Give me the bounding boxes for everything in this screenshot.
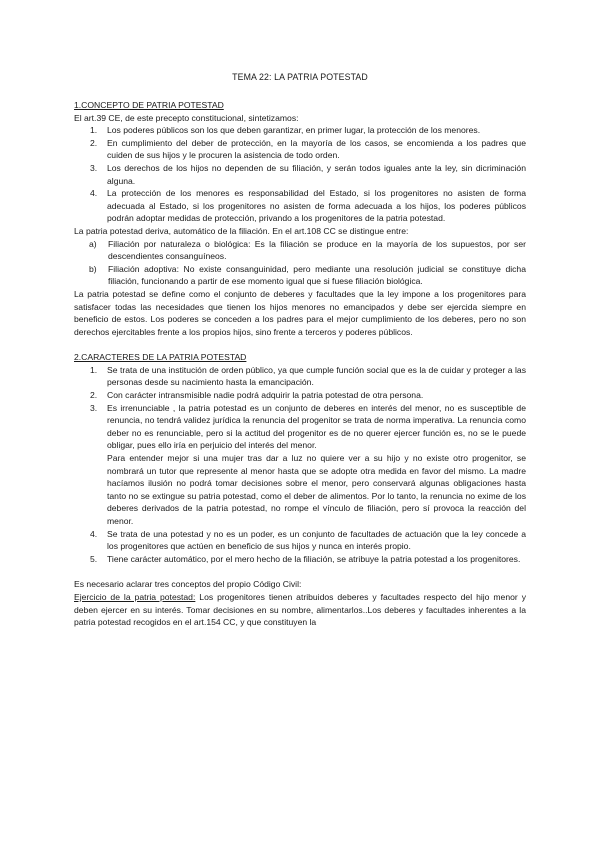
civil-code-intro: Es necesario aclarar tres conceptos del propio Código Civil: bbox=[74, 579, 302, 590]
list-item: b) Filiación adoptiva: No existe consanguinidad, pero mediante una resolución judicial se constituye dicha filiación, funcionando a partir de ese momento igual que si fuese filiación biológica. bbox=[89, 263, 526, 287]
list-item: 3. Los derechos de los hijos no dependen de su filiación, y serán todos iguales ante la ley, sin dicriminación alguna. bbox=[90, 162, 526, 186]
list-item: 5. Tiene carácter automático, por el mero hecho de la filiación, se atribuye la patria potestad a los progenitores. bbox=[90, 553, 521, 564]
list-item: a) Filiación por naturaleza o biológica: Es la filiación se produce en la mayoría de los supuestos, por ser descendientes consanguíneos. bbox=[89, 238, 526, 262]
list-item: 1. Se trata de una institución de orden público, ya que cumple función social que es la de cuidar y proteger a las personas desde su nacimiento hasta la emancipación. bbox=[90, 364, 526, 388]
list-item: 2. En cumplimiento del deber de protección, en la mayoría de los casos, se encomienda a los padres que cuiden de sus hijos y le procuren la asistencia de todo orden. bbox=[90, 137, 526, 161]
document-body bbox=[74, 99, 526, 629]
definition-paragraph: La patria potestad se define como el conjunto de deberes y facultades que la ley impone a los progenitores para satisfacer todas las necesidades que tienen los hijos menores no emancipados y debe ser ejercida siempre en beneficio de estos. Los poderes se conceden a los padres para el mejor cumplimiento de los deberes, pero no son derechos ejercitables frente a los propios hijos, sino frente a terceros y poderes públicos. bbox=[74, 288, 526, 337]
section-2-heading: 2.CARACTERES DE LA PATRIA POTESTAD bbox=[74, 352, 247, 363]
filiation-paragraph: La patria potestad deriva, automático de la filiación. En el art.108 CC se distingue entre: bbox=[74, 225, 409, 236]
list-item: 3. Es irrenunciable , la patria potestad es un conjunto de deberes en interés del menor, no es susceptible de renuncia, no tendrá validez jurídica la renuncia del progenitor se trata de norma imperativa. La renuncia como deber no es renunciable, pero si la actitud del progenitor es de no querer ejercer función es, no se le puede obligar, pues ello iría en perjuicio del interés del menor. Para entender mejor si una mujer tras dar a luz no quiere ver a su hijo y no existe otro progenitor, se nombrará un tutor que represente al menor hasta que se adopte otra medida en favor del mismo. La madre hacíamos ilusión no podrá tomar decisiones sobre el menor, pero conservará algunas obligaciones hasta tanto no se extingue su patria potestad, como el deber de alimentos. Por lo tanto, la renuncia no exime de los deberes derivados de la patria potestad, no rompe el vínculo de filiación, pero sí provoca la reacción del menor. bbox=[90, 402, 526, 526]
section-1-list bbox=[74, 124, 526, 225]
filiation-list bbox=[74, 238, 526, 288]
section-2-list bbox=[74, 364, 526, 566]
exercise-term: Ejercicio de la patria potestad: bbox=[74, 591, 196, 602]
list-item: 4. Se trata de una potestad y no es un poder, es un conjunto de facultades de actuación que la ley concede a los progenitores que actúen en beneficio de sus hijos y nunca en interés propio. bbox=[90, 528, 526, 552]
list-item: 1. Los poderes públicos son los que deben garantizar, en primer lugar, la protección de los menores. bbox=[90, 125, 481, 136]
document-title: TEMA 22: LA PATRIA POTESTAD bbox=[232, 72, 368, 82]
exercise-paragraph: Ejercicio de la patria potestad: Los progenitores tienen atribuidos deberes y facultades respecto del hijo menor y deben ejercer en su interés. Tomar decisiones en su nombre, alimentarlos..Los deberes y facultades inherentes a la patria potestad recogidos en el art.154 CC, y que constituyen la bbox=[74, 591, 526, 628]
section-1-heading: 1.CONCEPTO DE PATRIA POTESTAD bbox=[74, 100, 224, 110]
list-item: 2. Con carácter intransmisible nadie podrá adquirir la patria potestad de otra persona. bbox=[90, 390, 424, 401]
section-1-intro: El art.39 CE, de este precepto constitucional, sintetizamos: bbox=[74, 112, 299, 123]
list-item: 4. La protección de los menores es responsabilidad del Estado, si los progenitores no asisten de forma adecuada al Estado, si los progenitores no asisten de forma adecuada a los hijos, los poderes públicos podrán adoptar medidas de protección, privando a los progenitores de la patria potestad. bbox=[90, 188, 526, 224]
